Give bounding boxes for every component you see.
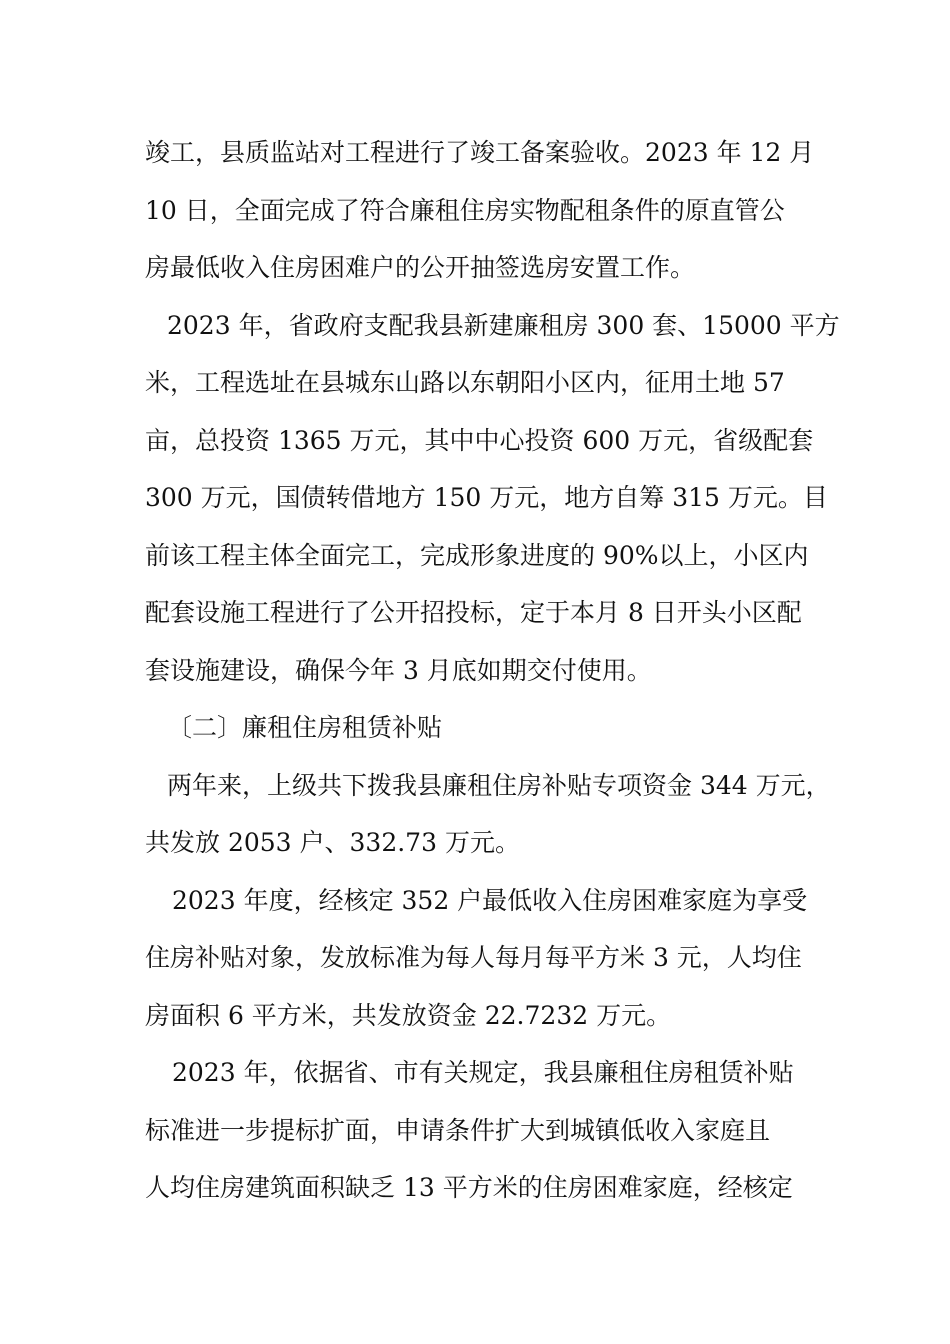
paragraph-start-line: 2023 年，省政府支配我县新建廉租房 300 套、15000 平方 [167,310,840,340]
text-line: 米，工程选址在县城东山路以东朝阳小区内，征用土地 57 [145,368,785,397]
text-line: 10 日，全面完成了符合廉租住房实物配租条件的原直管公 [145,195,785,225]
paragraph-start-line: 2023 年，依据省、市有关规定，我县廉租住房租赁补贴 [172,1058,794,1087]
document-body [145,124,840,1217]
text-line: 标准进一步提标扩面，申请条件扩大到城镇低收入家庭且 [145,1115,771,1145]
paragraph-start-line: 两年来，上级共下拨我县廉租住房补贴专项资金 344 万元， [167,770,831,800]
text-line: 配套设施工程进行了公开招投标，定于本月 8 日开头小区配 [145,598,802,627]
text-line: 共发放 2053 户、332.73 万元。 [145,828,520,857]
text-line: 人均住房建筑面积缺乏 13 平方米的住房困难家庭，经核定 [145,1173,793,1202]
text-line: 300 万元，国债转借地方 150 万元，地方自筹 315 万元。目 [145,483,828,512]
text-line: 前该工程主体全面完工，完成形象进度的 90%以上，小区内 [145,540,809,570]
text-line: 住房补贴对象，发放标准为每人每月每平方米 3 元，人均住 [145,943,802,972]
text-line: 房最低收入住房困难户的公开抽签选房安置工作。 [145,253,696,282]
text-line: 房面积 6 平方米，共发放资金 22.7232 万元。 [145,1000,672,1030]
section-heading: 〔二〕廉租住房租赁补贴 [167,713,443,742]
text-line: 套设施建设，确保今年 3 月底如期交付使用。 [145,655,652,685]
text-line: 竣工，县质监站对工程进行了竣工备案验收。2023 年 12 月 [145,138,815,167]
paragraph-start-line: 2023 年度，经核定 352 户最低收入住房困难家庭为享受 [172,885,808,915]
text-line: 亩，总投资 1365 万元，其中中心投资 600 万元，省级配套 [145,425,814,455]
